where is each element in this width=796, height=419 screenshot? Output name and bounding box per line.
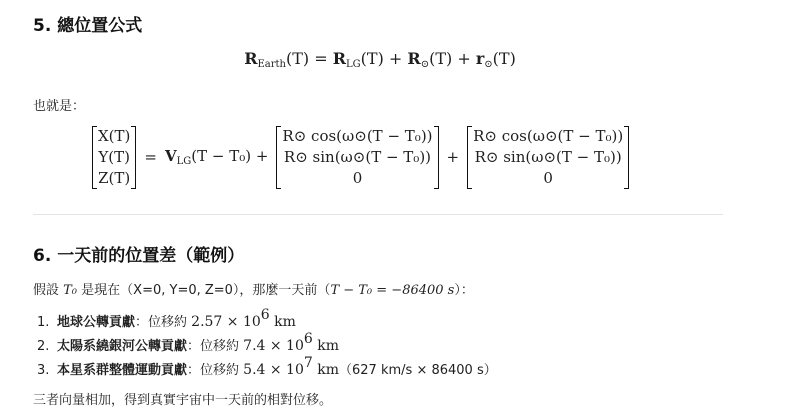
assume-math-t0: T₀: [63, 283, 78, 298]
eq-term2-symbol: R: [407, 49, 421, 68]
eq-lhs-arg: (T) =: [286, 49, 333, 68]
list-label: 地球公轉貢獻: [57, 315, 136, 330]
position-vector: [92, 126, 136, 189]
matrix-row: R⊙ cos(ω⊙(T − T₀)): [282, 126, 433, 145]
list-number: 2.: [37, 339, 50, 354]
list-value: 2.57 × 10: [191, 314, 261, 330]
list-label: 本星系群整體運動貢獻: [57, 363, 188, 378]
eq-term2-arg: (T) +: [429, 49, 476, 68]
matrix-row: X(T): [98, 126, 131, 145]
list-value: 7.4 × 10: [243, 338, 304, 354]
eq-term3-symbol: r: [475, 49, 485, 68]
eq-term1-sub: LG: [346, 59, 361, 70]
section-5-heading: 5. 總位置公式: [33, 16, 143, 36]
v-sub: LG: [176, 156, 192, 167]
list-label: 太陽系繞銀河公轉貢獻: [57, 339, 188, 354]
matrix-row: R⊙ cos(ω⊙(T − T₀)): [473, 126, 624, 145]
eq-term2-sub: ⊙: [420, 59, 430, 70]
assume-math-dt: T − T₀ = −86400 s: [330, 283, 455, 298]
equals-sign: =: [144, 148, 157, 166]
assume-mid: 是現在（X=0, Y=0, Z=0），那麼一天前（: [77, 283, 331, 298]
velocity-term: [165, 147, 268, 167]
eq-term3-arg: (T): [492, 49, 516, 68]
matrix-equation: [92, 124, 629, 190]
v-symbol: V: [164, 147, 177, 165]
list-item: [33, 303, 497, 330]
list-extra: （627 km/s × 86400 s）: [339, 363, 497, 378]
matrix-row: 0: [543, 168, 553, 187]
contribution-list: [33, 303, 497, 378]
matrix-row: Z(T): [98, 168, 131, 187]
list-unit: km: [312, 362, 340, 378]
list-number: 3.: [37, 363, 50, 378]
matrix-row: 0: [352, 168, 363, 187]
also-text: 也就是：: [33, 99, 86, 114]
matrix-row: R⊙ sin(ω⊙(T − T₀)): [474, 147, 622, 166]
total-position-equation: [0, 49, 760, 70]
orbit-vector-1: [276, 126, 438, 189]
list-item: [33, 327, 497, 354]
list-item: [33, 351, 497, 378]
section-divider: [33, 214, 723, 215]
matrix-row: R⊙ sin(ω⊙(T − T₀)): [283, 147, 432, 166]
assume-prefix: 假設: [33, 283, 64, 298]
eq-term1-arg: (T) +: [360, 49, 408, 68]
v-arg: (T − T₀) +: [191, 147, 269, 165]
list-unit: km: [269, 314, 296, 330]
list-number: 1.: [37, 315, 50, 330]
matrix-row: Y(T): [98, 147, 130, 166]
list-value: 5.4 × 10: [243, 362, 304, 378]
list-colon: ：位移約: [187, 363, 244, 378]
list-colon: ：位移約: [135, 315, 192, 330]
eq-term3-sub: ⊙: [484, 59, 493, 70]
orbit-vector-2: [467, 126, 629, 189]
eq-lhs-symbol: R: [244, 49, 258, 68]
list-colon: ：位移約: [187, 339, 244, 354]
list-unit: km: [312, 338, 340, 354]
conclusion-text: 三者向量相加，得到真實宇宙中一天前的相對位移。: [33, 393, 333, 408]
eq-term1-symbol: R: [332, 49, 347, 68]
list-exponent: 6: [303, 331, 313, 347]
eq-lhs-sub: Earth: [257, 59, 286, 70]
assume-suffix: ）：: [454, 283, 474, 298]
plus-sign: +: [446, 148, 460, 166]
section-6-heading: 6. 一天前的位置差（範例）: [33, 246, 245, 266]
assumption-text: [33, 279, 474, 298]
list-exponent: 7: [303, 355, 313, 371]
list-exponent: 6: [260, 307, 270, 323]
